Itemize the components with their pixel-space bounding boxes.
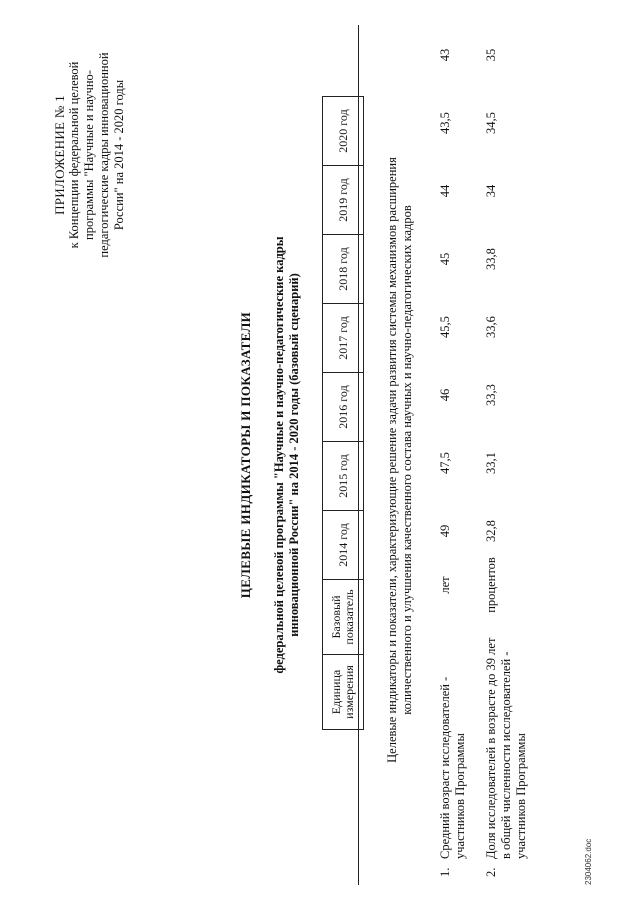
annex-line: педагогические кадры инновационной bbox=[97, 52, 111, 258]
header-year: 2019 год bbox=[323, 166, 364, 235]
row-value: 33,1 bbox=[484, 452, 498, 474]
file-name-footer: 2304062.doc bbox=[584, 838, 593, 885]
row-value: 34 bbox=[484, 184, 498, 198]
row-value: 35 bbox=[484, 48, 498, 62]
annex-line: к Концепции федеральной целевой bbox=[67, 61, 81, 249]
annex-block bbox=[52, 5, 127, 305]
document-title bbox=[238, 45, 302, 865]
row-value: 43,5 bbox=[438, 112, 452, 134]
header-year: 2015 год bbox=[323, 442, 364, 511]
row-value: 49 bbox=[438, 524, 452, 538]
title-main: ЦЕЛЕВЫЕ ИНДИКАТОРЫ И ПОКАЗАТЕЛИ bbox=[238, 311, 253, 599]
row-value: 33,6 bbox=[484, 316, 498, 338]
row-value: 33,8 bbox=[484, 248, 498, 270]
header-unit: Единица измерения bbox=[323, 655, 364, 730]
row-value: 43 bbox=[438, 48, 452, 62]
annex-line: программы "Научные и научно- bbox=[82, 70, 96, 240]
title-sub-line: федеральной целевой программы "Научные и научно-педагогические кадры bbox=[272, 236, 286, 674]
row-value: 47,5 bbox=[438, 452, 452, 474]
row-value: 46 bbox=[438, 388, 452, 402]
row-unit: лет bbox=[438, 576, 452, 594]
header-year: 2017 год bbox=[323, 304, 364, 373]
row-label: Доля исследователей в возрасте до 39 лет в общей численности исследователей - участников Программы bbox=[484, 637, 528, 859]
row-unit: процентов bbox=[484, 557, 498, 613]
row-value: 33,3 bbox=[484, 384, 498, 406]
annex-line: России" на 2014 - 2020 годы bbox=[112, 79, 126, 231]
annex-heading: ПРИЛОЖЕНИЕ № 1 bbox=[52, 95, 67, 215]
header-year: 2018 год bbox=[323, 235, 364, 304]
section-line: количественного и улучшения качественного состава научных и научно-педагогических кадров bbox=[400, 205, 414, 715]
row-label: Средний возраст исследователей - участников Программы bbox=[438, 676, 467, 859]
row-number: 1. bbox=[438, 867, 452, 877]
header-year: 2020 год bbox=[323, 97, 364, 166]
row-value: 45 bbox=[438, 252, 452, 266]
row-number: 2. bbox=[484, 867, 498, 877]
title-sub-line: инновационной России" на 2014 - 2020 годы (базовый сценарий) bbox=[287, 273, 301, 637]
section-heading bbox=[385, 35, 415, 885]
header-year: 2016 год bbox=[323, 373, 364, 442]
header-year: 2014 год bbox=[323, 511, 364, 580]
table-divider bbox=[358, 25, 359, 885]
row-value: 32,8 bbox=[484, 520, 498, 542]
section-line: Целевые индикаторы и показатели, характеризующие решение задачи развития системы механизмов расширения bbox=[385, 157, 399, 763]
header-base: Базовый показатель bbox=[323, 580, 364, 655]
row-value: 34,5 bbox=[484, 112, 498, 134]
row-value: 45,5 bbox=[438, 316, 452, 338]
row-value: 44 bbox=[438, 184, 452, 198]
